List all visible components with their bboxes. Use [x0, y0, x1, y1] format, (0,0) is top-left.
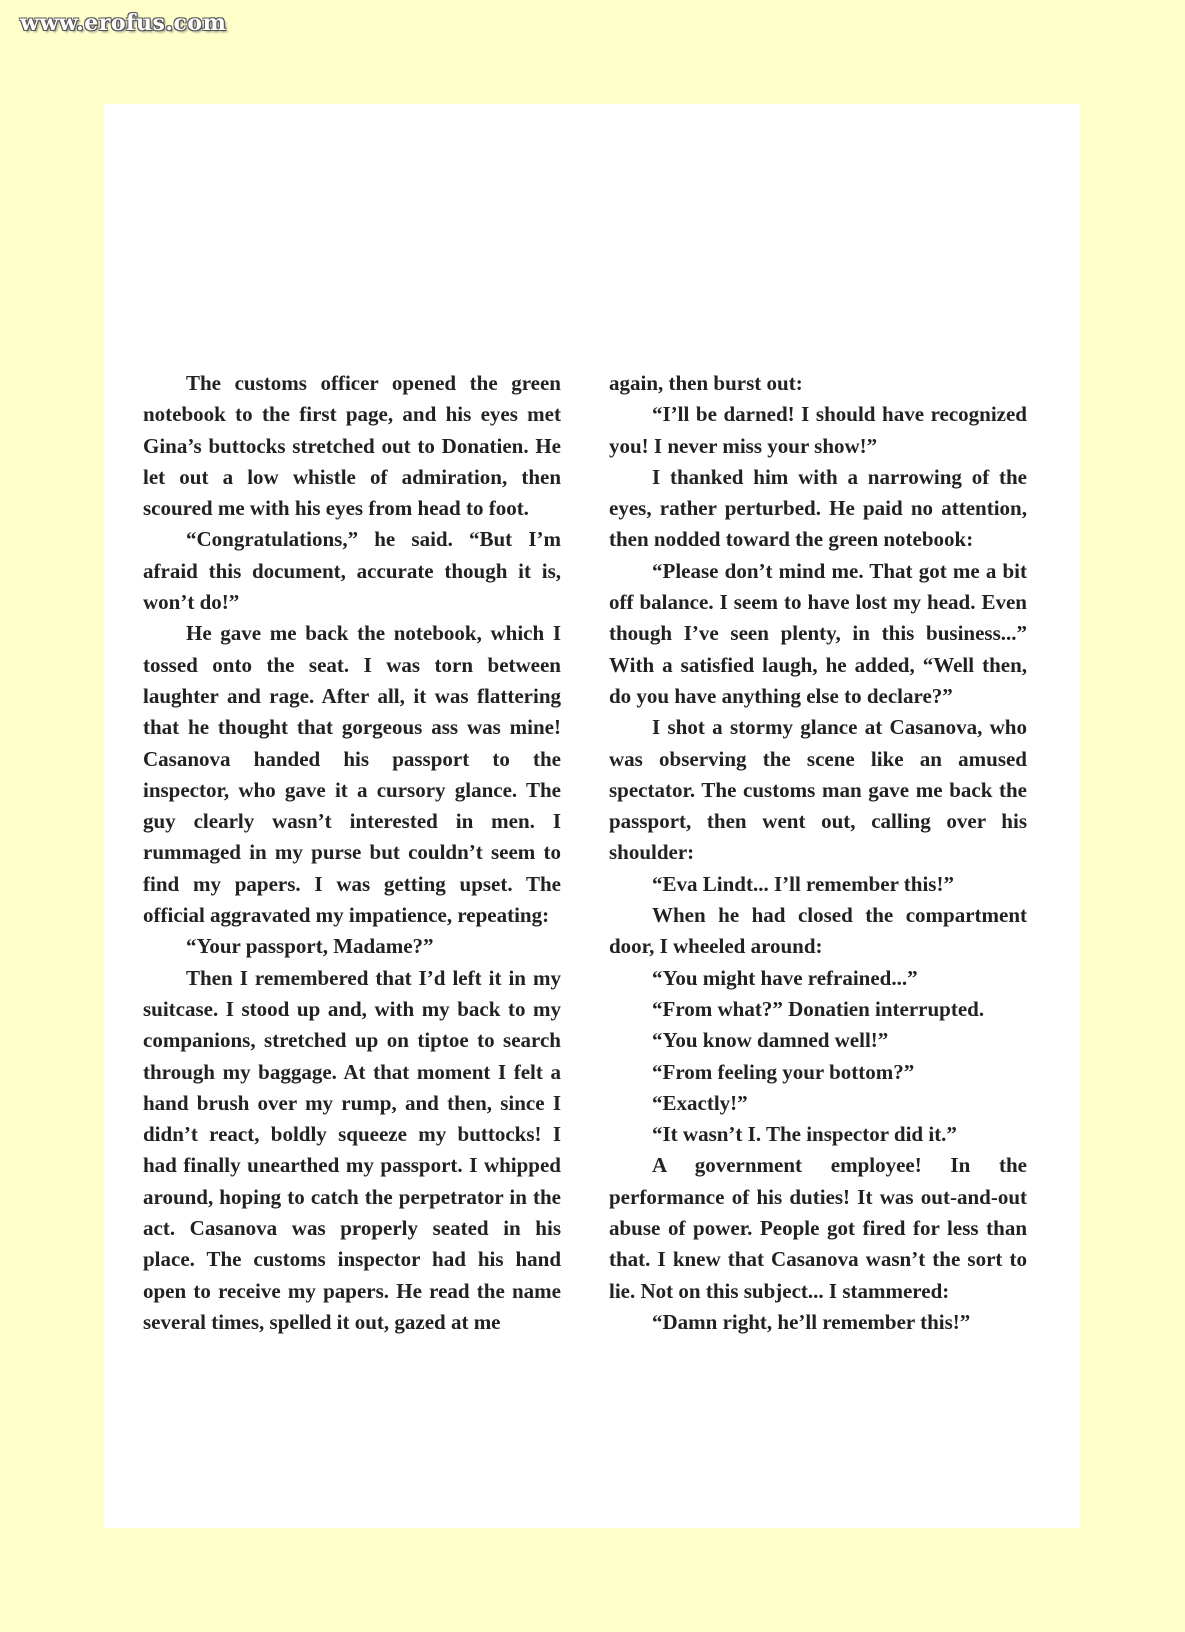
paragraph: “Please don’t mind me. That got me a bit off balance. I seem to have lost my head. Even though I’ve seen plenty, in this business...” With a satisfied laugh, he added, “Well then, do you have anything else to declare?”	[609, 558, 1027, 708]
paragraph: “You might have refrained...”	[652, 965, 918, 990]
paragraph: I shot a stormy glance at Casanova, who was observing the scene like an amused spectator. The customs man gave me back the passport, then went out, calling over his shoulder:	[609, 715, 1027, 865]
paragraph: The customs officer opened the green notebook to the first page, and his eyes met Gina’s buttocks stretched out to Donatien. He let out a low whistle of admiration, then scoured me with his eyes from head to foot.	[143, 371, 561, 521]
paragraph: “I’ll be darned! I should have recognized you! I never miss your show!”	[609, 402, 1027, 458]
paragraph: “Damn right, he’ll remember this!”	[652, 1309, 971, 1334]
paragraph: “You know damned well!”	[652, 1028, 889, 1053]
paragraph: I thanked him with a narrowing of the eyes, rather perturbed. He paid no attention, then nodded toward the green notebook:	[609, 464, 1027, 552]
paragraph-continuation: again, then burst out:	[609, 371, 803, 395]
paragraph: A government employee! In the performance of his duties! It was out-and-out abuse of power. People got fired for less than that. I knew that Casanova wasn’t the sort to lie. Not on this subject... I stammered:	[609, 1153, 1027, 1303]
paragraph: Then I remembered that I’d left it in my suitcase. I stood up and, with my back to my companions, stretched up on tiptoe to search through my baggage. At that moment I felt a hand brush over my rump, and then, since I didn’t react, boldly squeeze my buttocks! I had finally unearthed my passport. I whipped around, hoping to catch the perpetrator in the act. Casanova was properly seated in his place. The customs inspector had his hand open to receive my papers. He read the name several times, spelled it out, gazed at me	[143, 965, 561, 1334]
paragraph: “Exactly!”	[652, 1090, 748, 1115]
paragraph: He gave me back the notebook, which I tossed onto the seat. I was torn between laughter and rage. After all, it was flattering that he thought that gorgeous ass was mine! Casanova handed his passport to the inspector, who gave it a cursory glance. The guy clearly wasn’t interested in men. I rummaged in my purse but couldn’t seem to find my papers. I was getting upset. The official aggravated my impatience, repeating:	[143, 621, 561, 928]
left-text-column	[143, 368, 561, 1338]
paragraph: “From feeling your bottom?”	[652, 1059, 915, 1084]
paragraph: “Congratulations,” he said. “But I’m afraid this document, accurate though it is, won’t do!”	[143, 527, 561, 615]
right-text-column	[609, 368, 1027, 1338]
site-watermark: www.erofus.com	[20, 10, 227, 36]
paragraph: “It wasn’t I. The inspector did it.”	[652, 1122, 957, 1147]
paragraph: “Your passport, Madame?”	[186, 934, 434, 959]
book-page	[104, 104, 1080, 1528]
paragraph: “From what?” Donatien interrupted.	[652, 996, 985, 1021]
paragraph: “Eva Lindt... I’ll remember this!”	[652, 871, 954, 896]
paragraph: When he had closed the compartment door, I wheeled around:	[609, 903, 1027, 959]
